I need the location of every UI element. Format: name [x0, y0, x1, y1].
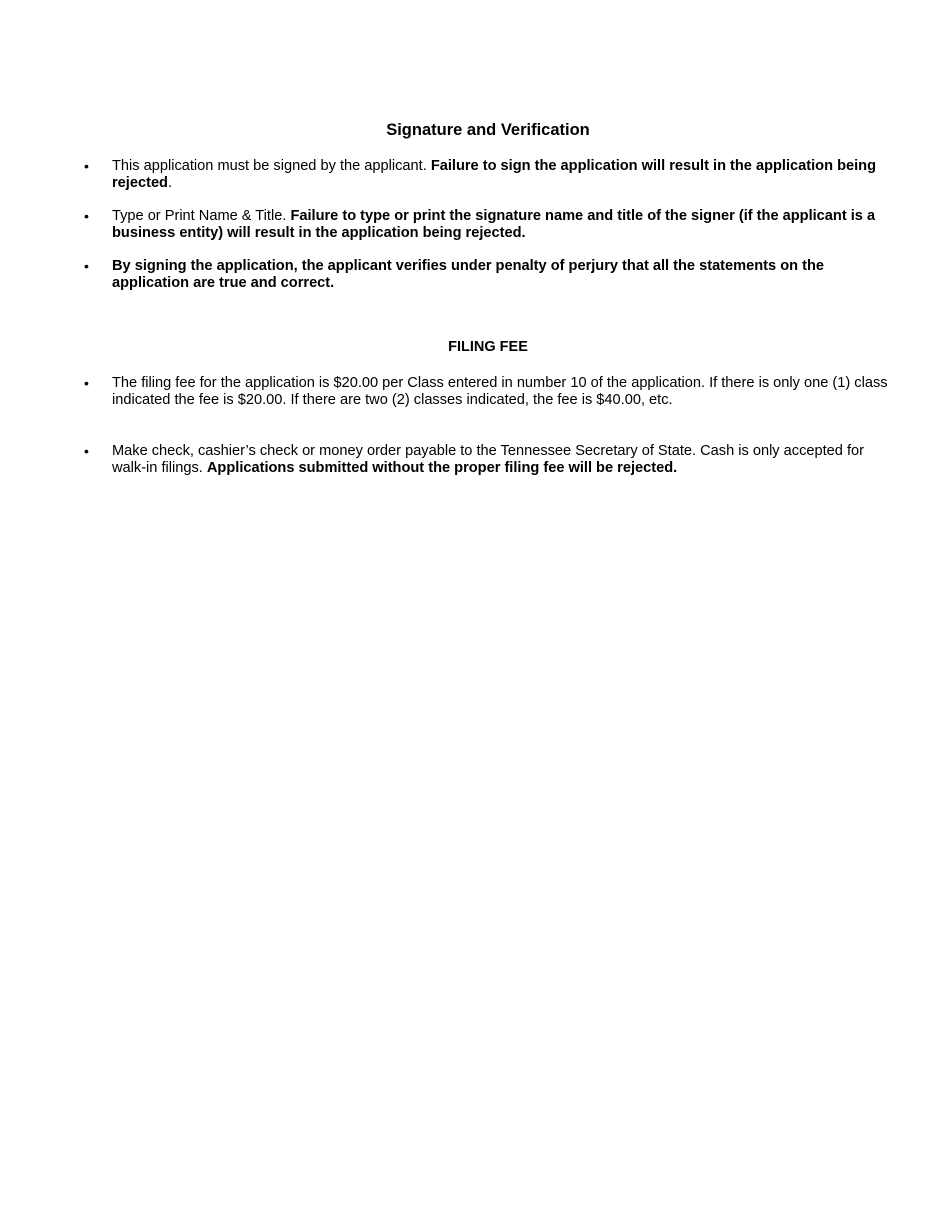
- filing-fee-title: FILING FEE: [448, 339, 528, 355]
- item-plain-text: This application must be signed by the applicant.: [112, 158, 431, 174]
- item-plain-text: Type or Print Name & Title.: [112, 208, 291, 224]
- item-bold-text: Failure to type or print the signature name and title of the signer (if the applicant is a business entity) will result in the application being rejected.: [112, 208, 876, 241]
- item-text: [112, 258, 902, 292]
- item-bold-text: Failure to sign the application will result in the application being rejected: [112, 158, 876, 191]
- bullet-icon: •: [84, 375, 89, 391]
- item-text: [112, 208, 902, 242]
- signature-section-title: Signature and Verification: [386, 121, 590, 139]
- item-tail-text: .: [167, 175, 173, 191]
- bullet-icon: •: [84, 158, 89, 174]
- item-bold-text: Applications submitted without the proper filing fee will be rejected.: [206, 460, 678, 476]
- bullet-icon: •: [84, 443, 89, 459]
- item-text: [112, 158, 902, 192]
- item-text: [112, 375, 902, 409]
- bullet-icon: •: [84, 208, 89, 224]
- bullet-icon: •: [84, 258, 89, 274]
- item-text: [112, 443, 902, 477]
- item-bold-text: By signing the application, the applicant verifies under penalty of perjury that all the statements on the application are true and correct.: [112, 258, 824, 291]
- item-plain-text: The filing fee for the application is $20.00 per Class entered in number 10 of the application. If there is only one (1) class indicated the fee is $20.00. If there are two (2) classes indicated, the fee is $40.00, etc.: [112, 375, 888, 408]
- item-plain-text: Make check, cashier’s check or money order payable to the Tennessee Secretary of State. Cash is only accepted for walk-in filings.: [112, 443, 864, 476]
